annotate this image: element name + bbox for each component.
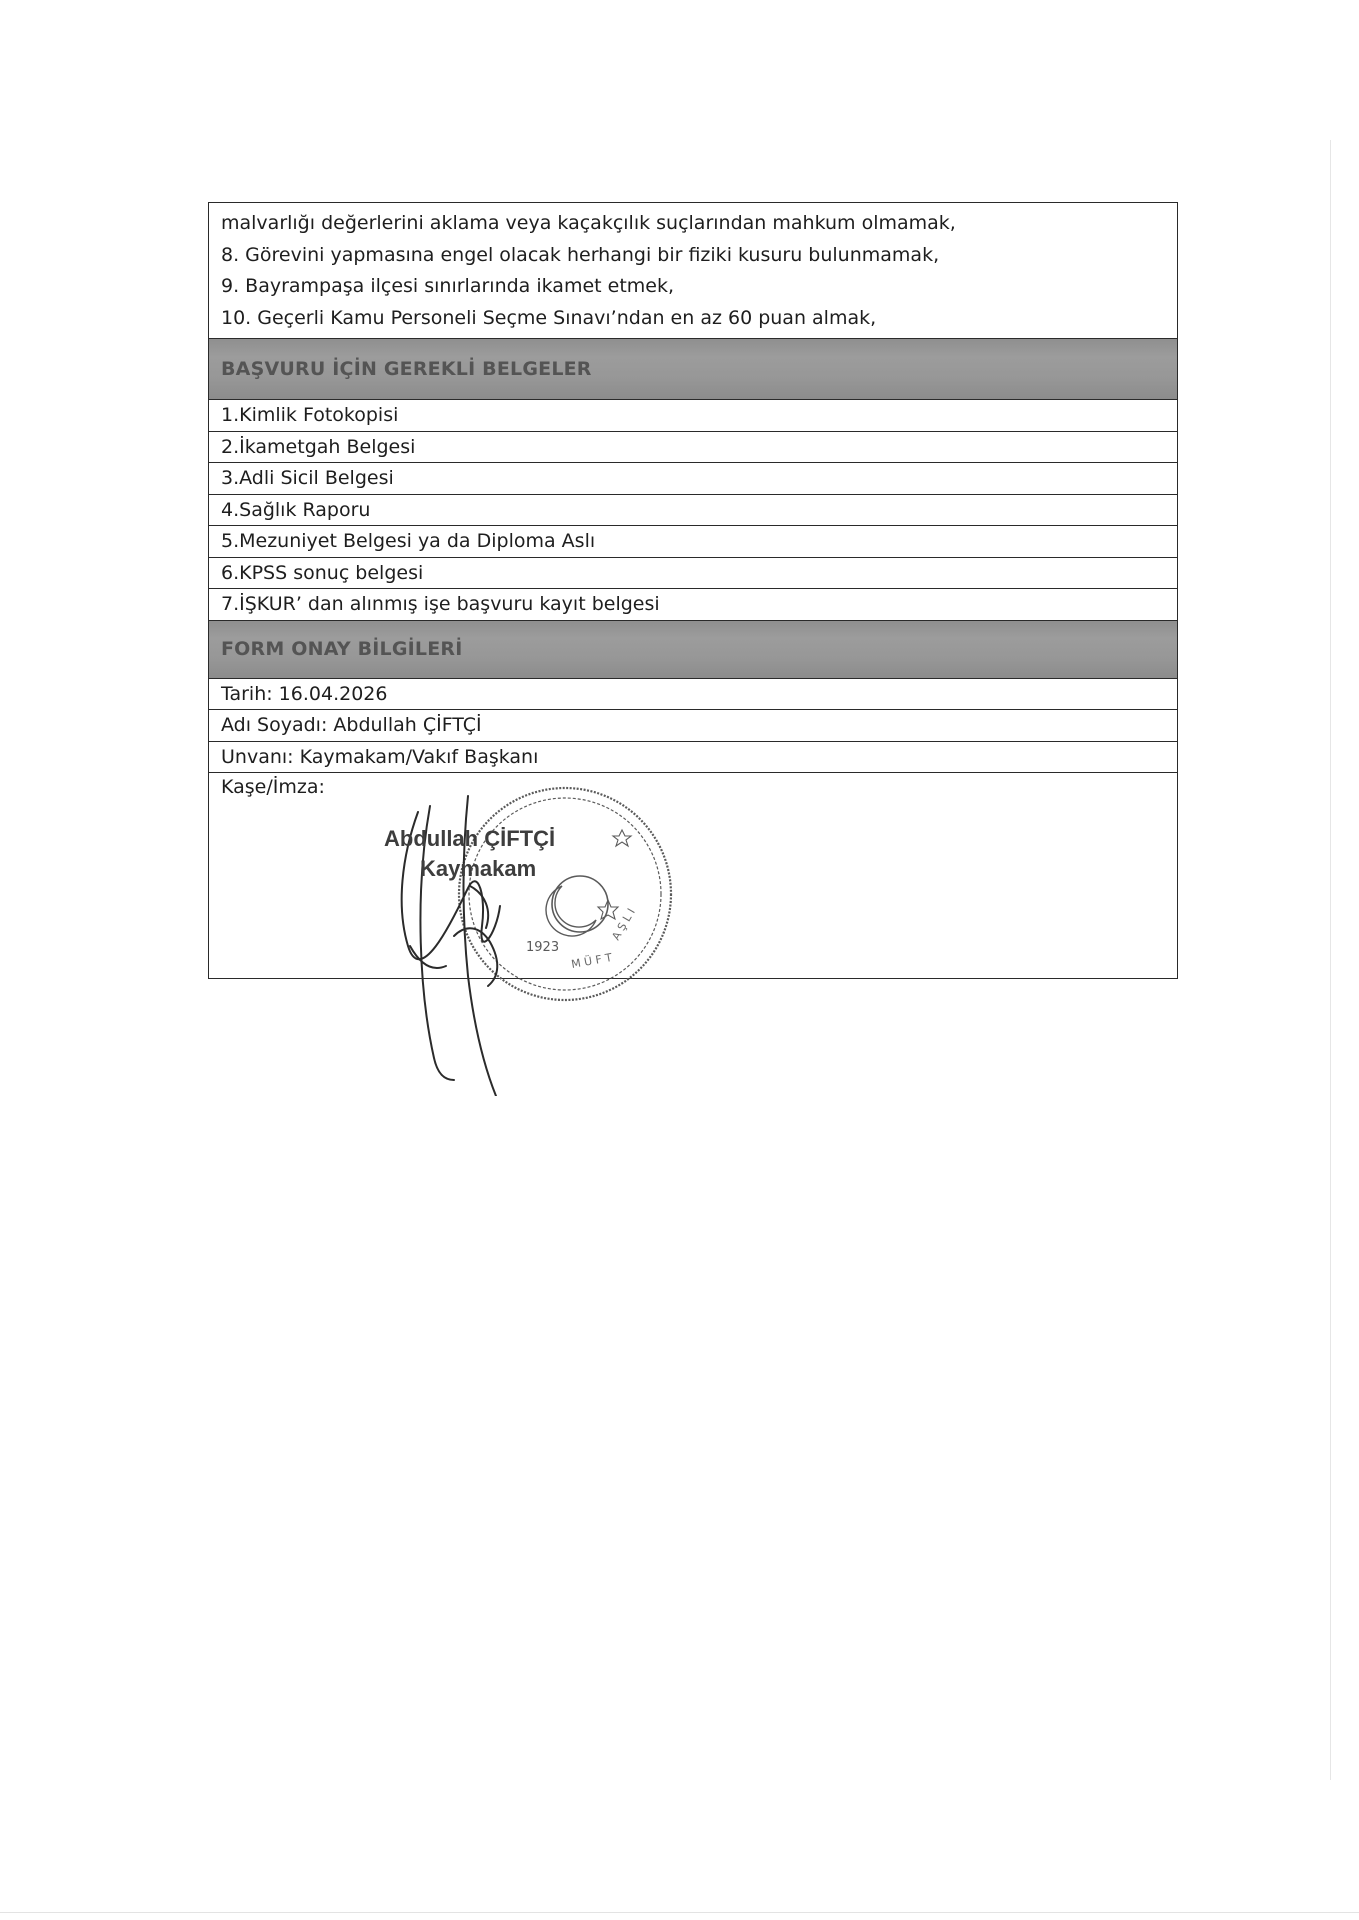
condition-line: 10. Geçerli Kamu Personeli Seçme Sınavı’ndan en az 60 puan almak, (221, 306, 877, 329)
page-edge (0, 1912, 1359, 1913)
document-item: 7.İŞKUR’ dan alınmış işe başvuru kayıt belgesi (209, 589, 1177, 621)
document-item: 1.Kimlik Fotokopisi (209, 400, 1177, 432)
document-item: 3.Adli Sicil Belgesi (209, 463, 1177, 495)
approval-section-header (209, 621, 1177, 679)
document-item: 6.KPSS sonuç belgesi (209, 558, 1177, 590)
document-item: 5.Mezuniyet Belgesi ya da Diploma Aslı (209, 526, 1177, 558)
approval-section-title: FORM ONAY BİLGİLERİ (221, 638, 463, 660)
seal-name: Abdullah ÇİFTÇİ (384, 826, 556, 851)
document-item: 2.İkametgah Belgesi (209, 432, 1177, 464)
application-form-table (208, 202, 1178, 979)
approval-name: Adı Soyadı: Abdullah ÇİFTÇİ (209, 710, 1177, 742)
documents-section-title: BAŞVURU İÇİN GEREKLİ BELGELER (221, 358, 592, 380)
approval-date: Tarih: 16.04.2026 (209, 679, 1177, 711)
seal-signature-area (209, 773, 1177, 978)
page-edge (1330, 140, 1331, 1780)
svg-text:1923: 1923 (526, 940, 560, 955)
seal-title: Kaymakam (420, 856, 537, 881)
condition-line: 9. Bayrampaşa ilçesi sınırlarında ikamet etmek, (221, 275, 675, 297)
eligibility-conditions (209, 203, 1177, 339)
svg-text:M Ü F T: M Ü F T (570, 951, 613, 971)
svg-text:A Ş L I: A Ş L I (609, 906, 638, 943)
condition-line: malvarlığı değerlerini aklama veya kaçakçılık suçlarından mahkum olmamak, (221, 212, 956, 234)
condition-line: 8. Görevini yapmasına engel olacak herhangi bir fiziki kusuru bulunmamak, (221, 243, 940, 266)
seal-signature-label: Kaşe/İmza: (221, 776, 325, 798)
document-item: 4.Sağlık Raporu (209, 495, 1177, 527)
documents-section-header (209, 339, 1177, 400)
approval-position: Unvanı: Kaymakam/Vakıf Başkanı (209, 742, 1177, 774)
